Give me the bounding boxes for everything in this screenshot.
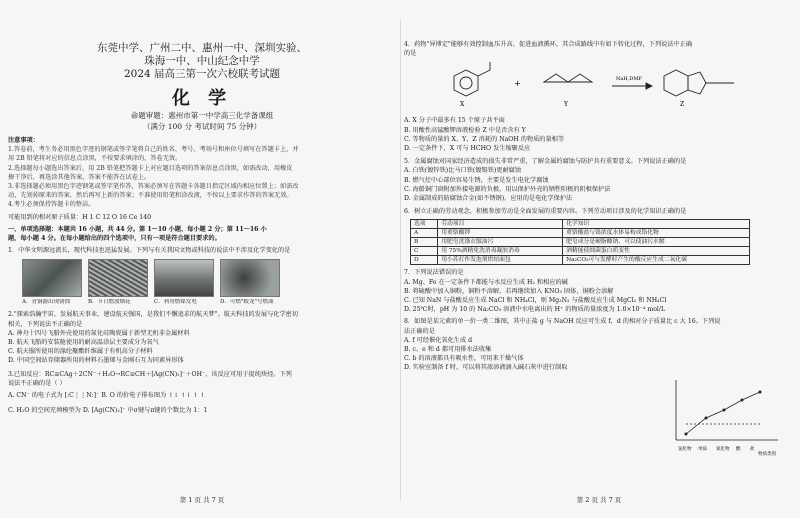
exam-header — [8, 42, 396, 81]
point-c — [723, 409, 726, 412]
table-cell: 用肥皂洗涤衣服油污 — [438, 238, 563, 247]
q4-option: B. 用酸性高锰酸钾溶液检验 Z 中是否含有 Y — [404, 126, 526, 134]
q7-option: C. 已知 NaN 与盐酸反应生成 NaCl 和 NH₄Cl，则 Mg₃N₂ 与盐酸反应生成 MgCl₂ 和 NH₄Cl — [404, 297, 667, 305]
table-cell: Na₂CO₃可与发酵时产生的酸反应生成二氧化碳 — [563, 256, 750, 265]
q2-option: D. 中国空间站存储器所用的材料石墨烯与金刚石互为同素异形体 — [8, 357, 184, 365]
axis-label: 氧化物 — [716, 447, 730, 452]
point-a — [685, 433, 688, 436]
q1-images — [22, 259, 396, 297]
q8-options — [404, 336, 654, 373]
q1-stem: 1．中华文明源远流长，现代科技也迅猛发展。下列与有关我国文物或科技的说法中不涉及化学变化的是 — [8, 247, 291, 255]
exam-title: 2024 届高三第一次六校联考试题 — [123, 68, 281, 80]
q3-line: 3.已知反应：RC≡CAg＋2CN⁻＋H₂O→RC≡CH＋[Ag(CN)₂]⁻＋OH⁻，该反应可用于提纯炔烃。下列 — [8, 370, 292, 378]
q4-option: C. 等物质的量的 X、Y、Z 消耗的 NaOH 的物质的量相等 — [404, 135, 565, 143]
ester-chain-y — [544, 74, 592, 82]
table-cell: 用小苏打作发泡剂烘焙面包 — [438, 256, 563, 265]
table-cell: C — [411, 247, 438, 256]
table-cell: 用重铬酸钾 — [438, 229, 563, 238]
q8-stem: 8．如图是某元素的单一价一类二维图，其中正盐 g 与 NaOH 反应可生成 f，d 的相对分子质量比 c 大 16。下列说 — [404, 318, 721, 326]
point-d — [741, 399, 744, 402]
bronze-artifact-photo — [22, 259, 82, 297]
q5-option: A. 白铁(镀锌铁)比马口铁(镀锡铁)更耐腐蚀 — [404, 167, 522, 175]
table-header: 劳动项目 — [438, 220, 563, 229]
q8-option: C. b 的溶液都具有吸水性，可用来干燥气体 — [404, 355, 524, 363]
question-4 — [404, 40, 794, 153]
reagent-label: NaH,DMF — [616, 76, 642, 83]
q7-option: D. 25℃时，pH 为 10 的 Na₂CO₃ 溶液中水电离出的 H⁺ 的物质的量浓度为 1.0×10⁻⁴ mol/L — [404, 306, 666, 314]
q1-option-c: C．利用燃煤发电 — [154, 299, 197, 306]
table-cell: 用 75%酒精免洗消毒凝胶消毒 — [438, 247, 563, 256]
note-line: 4.考生必须保持答题卡的整洁。 — [8, 201, 95, 209]
axis-label: 酸 — [736, 447, 741, 452]
note-line: 3.非选择题必须用黑色字迹钢笔或签字笔作答，答案必须写在答题卡各题目指定区域内相应位置上；如需改 — [8, 183, 299, 191]
page-1 — [8, 0, 396, 518]
q4-option: A. X 分子中最多有 15 个原子共平面 — [404, 117, 505, 125]
question-8 — [404, 317, 794, 372]
school-line-1: 东莞中学、广州二中、惠州一中、深圳实验、 — [97, 42, 307, 54]
table-cell: D — [411, 256, 438, 265]
q5-option: D. 金属制成的防腐蚀合金(如不锈钢)，应用的是电化学保护法 — [404, 195, 573, 203]
setter-line: 命题审题：惠州市第一中学高三化学备课组 — [130, 111, 274, 120]
subject-title: 化 学 — [171, 88, 233, 109]
page-1-footer: 第 1 页 共 7 页 — [179, 496, 225, 504]
question-7 — [404, 268, 794, 314]
q8-option: B. c、e 和 d 都可用排水法收集 — [404, 346, 492, 354]
submersible-photo — [220, 259, 280, 297]
q4-stem: 4．药物"异博定"能够有效控制血压升高、促进血液循环，其合成路线中有如下转化过程，下列说法中正确 — [404, 41, 693, 48]
q5-option: B. 燃气灶中心部位容易生锈，主要是发生电化学腐蚀 — [404, 176, 549, 184]
question-2 — [8, 310, 396, 365]
q1-captions — [22, 299, 396, 306]
school-line-2: 珠海一中、中山纪念中学 — [144, 55, 260, 67]
table-header: 化学知识 — [563, 220, 750, 229]
note-line: 动，先划掉原来的答案，然后再写上新的答案；不准使用铅笔和涂改液，不按以上要求作答的答案无效。 — [8, 192, 293, 200]
note-line: 擦干净后，再选涂其他答案，答案不能答在试卷上。 — [8, 173, 151, 181]
table-row — [411, 247, 750, 256]
q4-option: D. 一定条件下，X 可与 HCHO 发生缩聚反应 — [404, 145, 531, 153]
axis-label: 氢化物 — [678, 447, 692, 452]
point-b — [705, 417, 708, 420]
section-1 — [8, 225, 396, 243]
q8-stem-2: 法正确的是 — [404, 327, 435, 335]
notes-heading: 注意事项： — [8, 137, 39, 144]
benzofuran-ring-z — [664, 70, 688, 96]
point-e — [759, 391, 762, 394]
q1-option-b: B．节日燃放烟花 — [88, 299, 131, 306]
question-5 — [404, 157, 794, 203]
q3-option: C. H₂O 的空间充填模型为 D. [Ag(CN)₂]⁻ 中σ键与π键的个数比为 1：1 — [8, 407, 208, 415]
page-divider — [400, 20, 401, 500]
page-2 — [404, 0, 794, 518]
q7-stem: 7．下列说法错误的是 — [404, 269, 464, 277]
table-row — [411, 256, 750, 265]
q7-option: A. Mg、Fe 在一定条件下都能与水反应生成 H₂ 和相应的碱 — [404, 278, 568, 286]
question-3 — [8, 370, 396, 416]
table-header: 选项 — [411, 220, 438, 229]
q5-stem: 5．金属腐蚀对国家经济造成的损失非常严重，了解金属的腐蚀与防护具有重要意义。下列说法正确的是 — [404, 158, 687, 166]
table-cell: 酒精能使细菌蛋白质变性 — [563, 247, 750, 256]
q7-option: B. 将硫酸中加入铜粉，铜粉不溶解，若再继续加入 KNO₃ 固体，铜粉会溶解 — [404, 287, 614, 295]
q6-table — [410, 219, 750, 265]
question-1 — [8, 246, 396, 306]
q8-option: A. f 可经催化氧化生成 d — [404, 336, 473, 344]
q2-option: A. 神舟十四号飞船外壳使用的氮化硅陶瓷属于新型无机非金属材料 — [8, 329, 190, 337]
benzene-ring-x — [454, 70, 478, 96]
notes-section — [8, 136, 396, 222]
atomic-masses: 可能用到的相对原子质量：H 1 C 12 O 16 Ce 140 — [8, 213, 152, 221]
q3-line: 说法不正确的是（ ） — [8, 379, 66, 387]
axis-label: 单质 — [698, 447, 707, 452]
note-line: 1.答卷前，考生务必用黑色字迹的钢笔或签字笔将自己的姓名、考号、考场号和座位号填写在答题卡上，并 — [8, 146, 299, 154]
section-1-heading-2: 题，每小题 4 分。在每小题给出的四个选项中，只有一项是符合题目要求的。 — [8, 235, 221, 243]
score-time-line: （满分 100 分 考试时间 75 分钟） — [142, 122, 262, 131]
table-cell: 肥皂成分是硬脂酸钠，可以使油污水解 — [563, 238, 750, 247]
label-z: Z — [680, 101, 685, 109]
q3-option: A. CN⁻ 的电子式为 [:C⋮⋮N:]⁻ B. O 的价电子排布图为 ↿⇂ ↿⇂ ↿ ↿ — [8, 392, 206, 400]
page-2-footer: 第 2 页 共 7 页 — [576, 496, 622, 504]
valence-category-diagram — [666, 376, 786, 456]
label-x: X — [460, 101, 465, 109]
note-line: 2.选择题每小题选出答案后，用 2B 铅笔把答题卡上对应题目选项的答案信息点涂黑，如需改动，用橡皮 — [8, 164, 293, 172]
q2-option: C. 航天服所使用的涤纶聚酯纤维属于有机高分子材料 — [8, 348, 153, 356]
q2-option: B. 航天飞船的安装舱使用的耐高温涂层主要成分为氧气 — [8, 339, 159, 347]
table-row — [411, 238, 750, 247]
table-header-row — [411, 220, 750, 229]
power-plant-photo — [154, 259, 214, 297]
table-cell: A — [411, 229, 438, 238]
section-1-heading: 一、单项选择题：本题共 16 小题，共 44 分。第 1～10 小题，每小题 2 分；第 11～16 小 — [8, 225, 267, 233]
table-cell: 重铬酸盐与铬浓度水体易构成铬化物 — [563, 229, 750, 238]
plus-sign: + — [514, 79, 521, 89]
q2-line: 相关，下列说法不正确的是 — [8, 320, 83, 328]
q6-stem: 6．树立正确的劳动观念，积极参加劳动是全面发展的重要内容。下列劳动项目涉及的化学知识正确的是 — [404, 208, 687, 216]
q8-option: D. 实验室制备 f 时，可以将其浓溶液滴入碱石灰中进行制取 — [404, 364, 568, 372]
q4-stem-2: 的是 — [404, 50, 417, 58]
table-row — [411, 229, 750, 238]
axis-label: 盐 — [750, 447, 755, 452]
q1-option-a: A．青铜器出现锈蚀 — [22, 299, 70, 306]
reaction-scheme-diagram — [424, 62, 764, 110]
fireworks-photo — [88, 259, 148, 297]
label-y: Y — [564, 101, 568, 109]
q5-option: C. 海船铜门窗附加外接电源的负极，用以保护外壳的牺牲阳极的阴极保护法 — [404, 185, 611, 193]
q2-line: 2."探索浩瀚宇宙，发展航天事业，建设航天强国，是我们不懈追求的航天梦"。航天科技的发展与化学密切 — [8, 311, 299, 319]
question-6 — [404, 207, 794, 265]
q1-option-d: D．可燃"蛟龙"号燃油 — [220, 299, 274, 306]
trend-line — [686, 392, 760, 434]
table-cell: B — [411, 238, 438, 247]
axis-label: 物质类别 — [758, 452, 776, 456]
note-line: 用 2B 铅笔将对应的信息点涂黑，不按要求填涂的，答卷无效。 — [8, 155, 182, 163]
